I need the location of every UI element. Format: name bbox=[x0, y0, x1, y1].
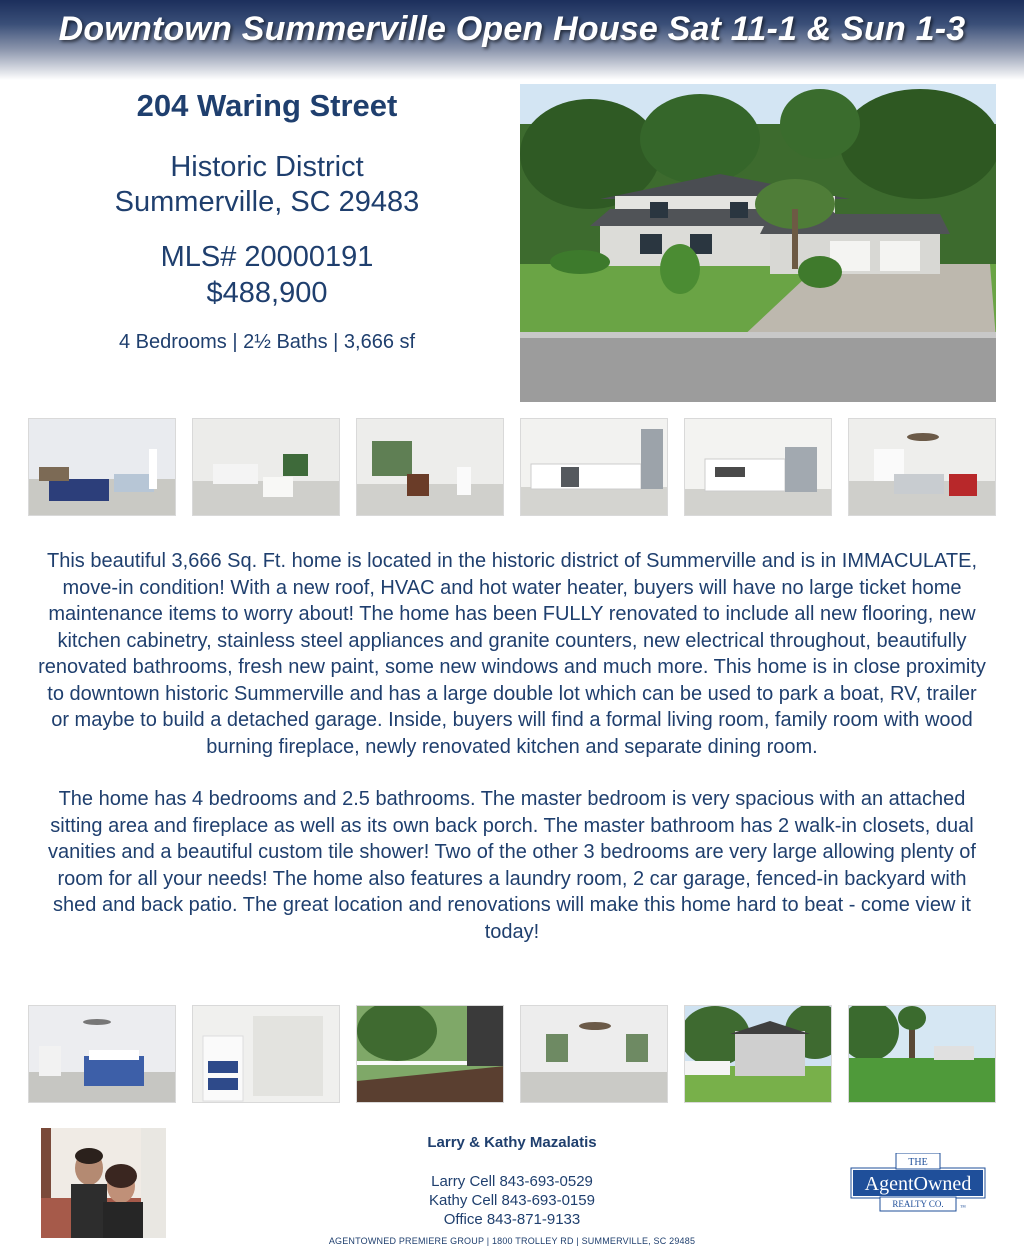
logo-line-agentowned: AgentOwned bbox=[864, 1173, 972, 1195]
kitchen-thumbnail bbox=[520, 418, 668, 516]
logo-line-the: THE bbox=[908, 1157, 928, 1168]
header-banner bbox=[0, 0, 1024, 80]
house-exterior-photo bbox=[520, 84, 996, 402]
description-paragraph: This beautiful 3,666 Sq. Ft. home is located in the historic district of Summerville and is in IMMACULATE, move-in condition! With a new roof, HVAC and hot water heater, buyers will have no large ticket home maintenance items to worry about! The home has been FULLY renovated to include all new flooring, new kitchen cabinetry, stainless steel appliances and granite counters, new electrical throughout, beautifully renovated bathrooms, fresh new paint, some new windows and much more. This home is in close proximity to downtown historic Summerville and has a large double lot which can be used to park a boat, RV, trailer or maybe to build a detached garage. Inside, buyers will find a formal living room, family room with wood burning fireplace, newly renovated kitchen and separate dining room. bbox=[38, 550, 986, 758]
open-house-title: Downtown Summerville Open House Sat 11-1 & Sun 1-3 bbox=[58, 10, 966, 48]
listing-info bbox=[40, 86, 494, 354]
agents-photo bbox=[41, 1128, 166, 1238]
property-specs: 4 Bedrooms | 2½ Baths | 3,666 sf bbox=[118, 331, 416, 353]
dining-area-thumbnail bbox=[192, 418, 340, 516]
back-porch-thumbnail bbox=[356, 1005, 504, 1103]
listing-price: $488,900 bbox=[206, 277, 328, 309]
larry-cell-phone: Larry Cell 843-693-0529 bbox=[431, 1173, 593, 1190]
property-address: 204 Waring Street bbox=[136, 88, 398, 123]
backyard-thumbnail bbox=[848, 1005, 996, 1103]
footer-address: AGENTOWNED PREMIERE GROUP | 1800 TROLLEY RD | SUMMERVILLE, SC 29485 bbox=[328, 1236, 696, 1246]
logo-trademark: ™ bbox=[960, 1205, 966, 1211]
master-bedroom-thumbnail bbox=[28, 1005, 176, 1103]
mls-number: MLS# 20000191 bbox=[160, 241, 374, 273]
kitchen-fridge-thumbnail bbox=[684, 418, 832, 516]
family-room-thumbnail bbox=[848, 418, 996, 516]
bedroom-thumbnail bbox=[520, 1005, 668, 1103]
kathy-cell-phone: Kathy Cell 843-693-0159 bbox=[429, 1192, 595, 1209]
living-room-thumbnail bbox=[28, 418, 176, 516]
master-bath-thumbnail bbox=[192, 1005, 340, 1103]
property-city: Summerville, SC 29483 bbox=[114, 186, 420, 218]
office-phone: Office 843-871-9133 bbox=[443, 1211, 581, 1228]
description-paragraph: The home has 4 bedrooms and 2.5 bathrooms. The master bedroom is very spacious with an attached sitting area and fireplace as well as its own back porch. The master bathroom has 2 walk-in closets, dual vanities and a beautiful custom tile shower! Two of the other 3 bedrooms are very large allowing plenty of room for all your needs! The home also features a laundry room, 2 car garage, fenced-in backyard with shed and back patio. The great location and renovations will make this home hard to beat - come view it today! bbox=[48, 788, 976, 943]
rear-exterior-thumbnail bbox=[684, 1005, 832, 1103]
logo-line-realty: REALTY CO. bbox=[892, 1199, 944, 1209]
agent-contact bbox=[340, 1134, 684, 1229]
breakfast-nook-thumbnail bbox=[356, 418, 504, 516]
agentowned-logo bbox=[850, 1153, 986, 1213]
agent-names: Larry & Kathy Mazalatis bbox=[427, 1134, 597, 1151]
property-district: Historic District bbox=[170, 151, 364, 183]
property-description bbox=[36, 548, 988, 945]
